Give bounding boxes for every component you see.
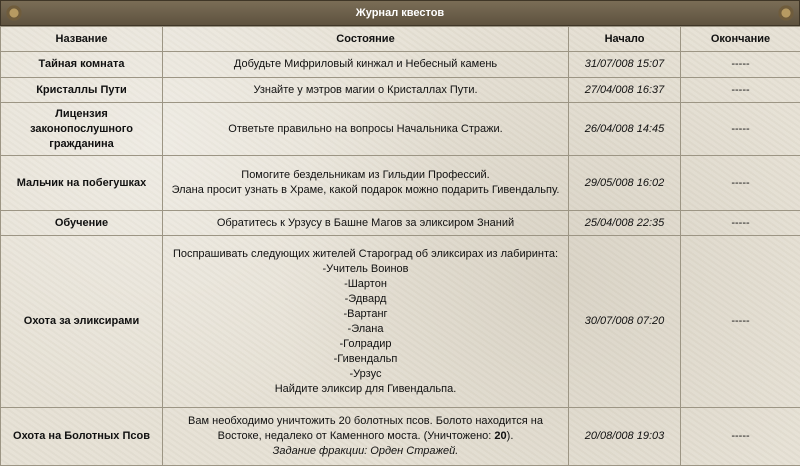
status-line: -Вартанг <box>343 307 388 320</box>
status-line: -Шартон <box>344 277 387 290</box>
quest-status <box>163 408 569 466</box>
quest-end: ----- <box>681 408 800 466</box>
ornament-right-icon <box>777 4 795 22</box>
quest-name: Мальчик на побегушках <box>1 156 163 211</box>
quest-end: ----- <box>681 236 800 408</box>
quest-start: 25/04/008 22:35 <box>569 211 681 236</box>
quest-status: Узнайте у мэтров магии о Кристаллах Пути. <box>163 78 569 103</box>
quest-start: 26/04/008 14:45 <box>569 103 681 156</box>
quest-status: Обратитесь к Урзусу в Башне Магов за эликсиром Знаний <box>163 211 569 236</box>
quest-status <box>163 156 569 211</box>
quest-table <box>0 26 800 466</box>
window-title: Журнал квестов <box>355 7 445 19</box>
quest-status: Добудьте Мифриловый кинжал и Небесный камень <box>163 52 569 78</box>
quest-start: 29/05/008 16:02 <box>569 156 681 211</box>
status-line: -Эдвард <box>344 292 387 305</box>
quest-name: Охота на Болотных Псов <box>1 408 163 466</box>
quest-status <box>163 236 569 408</box>
status-line: -Урзус <box>349 367 382 380</box>
status-line: -Гивендальп <box>333 352 398 365</box>
status-line <box>167 414 564 444</box>
quest-end: ----- <box>681 211 800 236</box>
status-line: Найдите эликсир для Гивендальпа. <box>274 382 457 395</box>
table-row[interactable] <box>1 156 800 211</box>
status-text: Вам необходимо уничтожить 20 болотных псов. Болото находится на Востоке, недалеко от Каменного моста. (Уничтожено: <box>188 415 543 442</box>
table-row[interactable] <box>1 236 800 408</box>
quest-start: 20/08/008 19:03 <box>569 408 681 466</box>
header-start: Начало <box>569 27 681 52</box>
header-status: Состояние <box>163 27 569 52</box>
quest-start: 27/04/008 16:37 <box>569 78 681 103</box>
quest-end: ----- <box>681 78 800 103</box>
header-name: Название <box>1 27 163 52</box>
quest-name: Охота за эликсирами <box>1 236 163 408</box>
quest-start: 30/07/008 07:20 <box>569 236 681 408</box>
status-line: -Учитель Воинов <box>322 262 409 275</box>
status-line: Поспрашивать следующих жителей Староград об эликсирах из лабиринта: <box>172 247 559 260</box>
table-row[interactable] <box>1 78 800 103</box>
quest-name: Обучение <box>1 211 163 236</box>
status-line: -Голрадир <box>339 337 392 350</box>
table-header-row <box>1 27 800 52</box>
status-line: Элана просит узнать в Храме, какой подарок можно подарить Гивендальпу. <box>171 184 560 196</box>
status-text-end: ). <box>506 430 514 442</box>
ornament-left-icon <box>5 4 23 22</box>
faction-note: Задание фракции: Орден Стражей. <box>272 445 459 457</box>
table-row[interactable] <box>1 103 800 156</box>
quest-end: ----- <box>681 52 800 78</box>
status-line: -Элана <box>347 322 384 335</box>
window-titlebar <box>0 0 800 26</box>
table-row[interactable] <box>1 52 800 78</box>
status-line: Помогите бездельникам из Гильдии Профессий. <box>241 169 490 181</box>
quest-start: 31/07/008 15:07 <box>569 52 681 78</box>
quest-name: Лицензия законопослушного гражданина <box>1 103 163 156</box>
quest-status: Ответьте правильно на вопросы Начальника Стражи. <box>163 103 569 156</box>
quest-name: Тайная комната <box>1 52 163 78</box>
kill-count: 20 <box>494 430 507 442</box>
table-row[interactable] <box>1 408 800 466</box>
header-end: Окончание <box>681 27 800 52</box>
quest-end: ----- <box>681 103 800 156</box>
quest-name: Кристаллы Пути <box>1 78 163 103</box>
quest-end: ----- <box>681 156 800 211</box>
table-row[interactable] <box>1 211 800 236</box>
